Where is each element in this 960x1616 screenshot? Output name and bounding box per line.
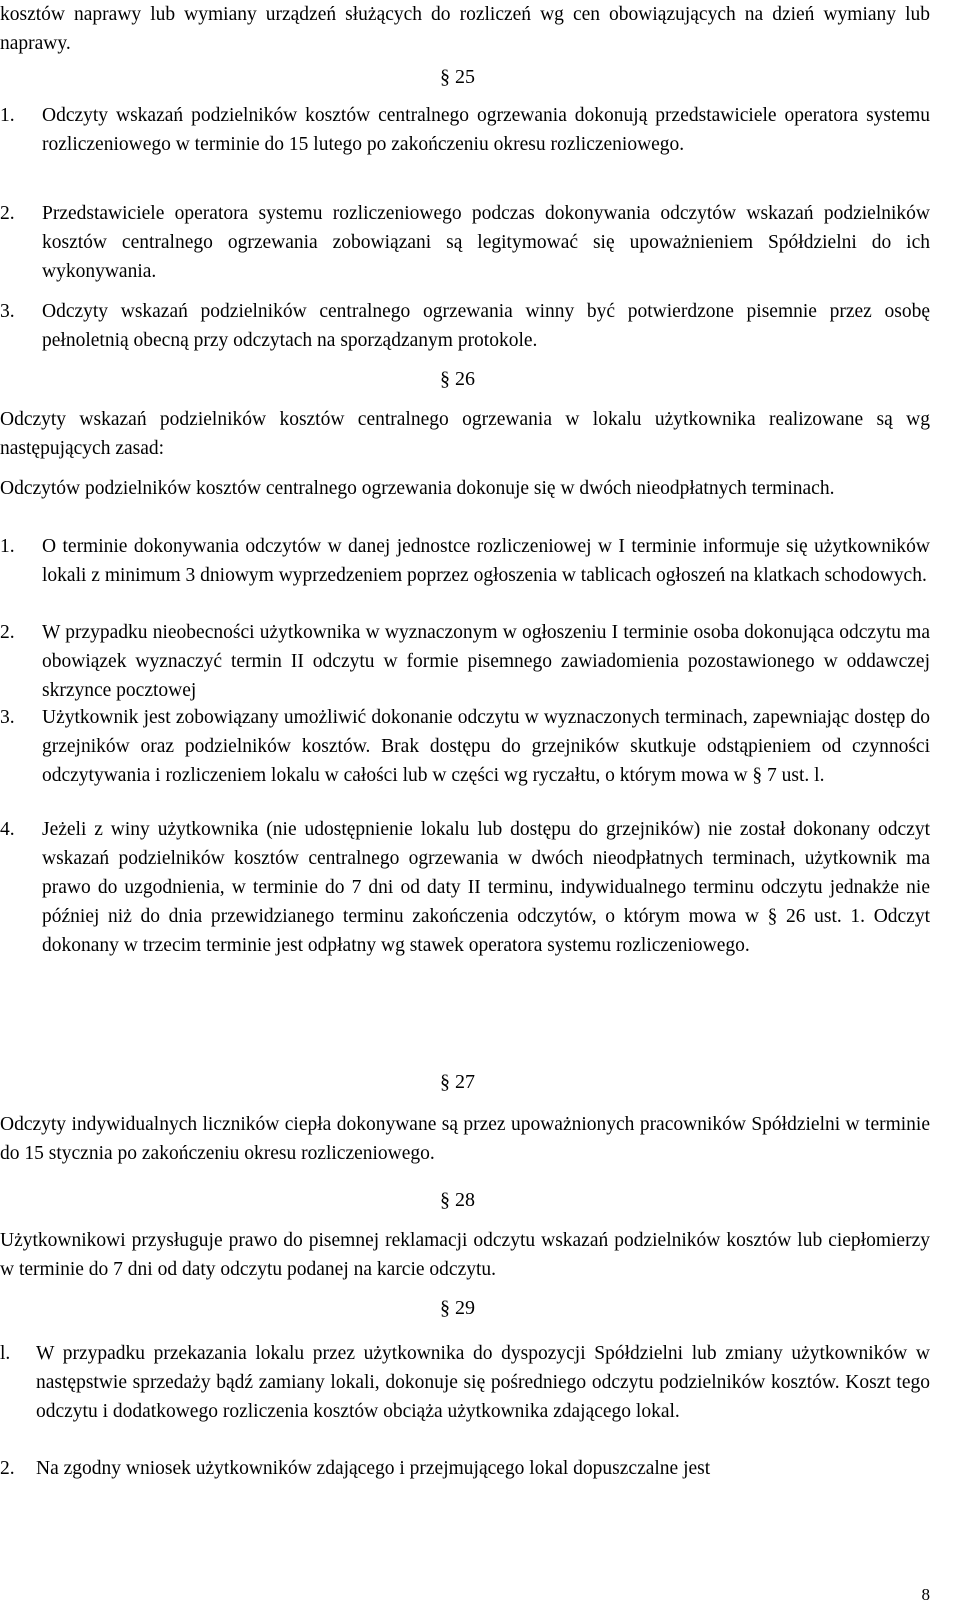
item-text: Odczyty wskazań podzielników centralnego ogrzewania winny być potwierdzone pisemnie przez osobę pełnoletnią obecną przy odczytach na sporządzanym protokole.: [42, 301, 930, 351]
page-number: 8: [921, 1585, 930, 1604]
section-paragraph: Użytkownikowi przysługuje prawo do pisemnej reklamacji odczytu wskazań podzielników kosztów lub ciepłomierzy w terminie do 7 dni od daty odczytu podanej na karcie odczytu.: [0, 1230, 930, 1280]
item-number: 1.: [0, 536, 15, 557]
list-item: [0, 618, 930, 705]
list-item: [0, 101, 930, 159]
section-paragraph: Odczytów podzielników kosztów centralnego ogrzewania dokonuje się w dwóch nieodpłatnych terminach.: [0, 478, 835, 499]
item-number: 2.: [0, 622, 15, 643]
item-text: Jeżeli z winy użytkownika (nie udostępnienie lokalu lub dostępu do grzejników) nie został dokonany odczyt wskazań podzielników kosztów centralnego ogrzewania w dwóch nieodpłatnych terminach, użytkownik ma prawo do uzgodnienia, w terminie do 7 dni od daty II terminu, indywidualnego terminu odczytu jednakże nie później niż do dnia przewidzianego terminu zakończenia odczytów, o którym mowa w § 26 ust. 1. Odczyt dokonany w trzecim terminie jest odpłatny wg stawek operatora systemu rozliczeniowego.: [42, 819, 930, 956]
list-item: [0, 1454, 930, 1483]
item-number: 2.: [0, 1458, 15, 1479]
list-item: [0, 532, 930, 590]
item-text: Odczyty wskazań podzielników kosztów centralnego ogrzewania dokonują przedstawiciele operatora systemu rozliczeniowego w terminie do 15 lutego po zakończeniu okresu rozliczeniowego.: [42, 105, 930, 155]
list-item: [0, 815, 930, 960]
item-text: Na zgodny wniosek użytkowników zdającego i przejmującego lokal dopuszczalne jest: [36, 1458, 711, 1479]
item-text: Użytkownik jest zobowiązany umożliwić dokonanie odczytu w wyznaczonych terminach, zapewniając dostęp do grzejników oraz podzielników kosztów. Brak dostępu do grzejników skutkuje odstąpieniem od czynności odczytywania i rozliczeniem lokalu w całości lub w części wg ryczałtu, o którym mowa w § 7 ust. l.: [42, 707, 930, 786]
list-item: [0, 199, 930, 286]
list-item: [0, 1339, 930, 1426]
section-heading-27: § 27: [440, 1071, 475, 1093]
section-heading-29: § 29: [440, 1297, 475, 1319]
item-number: l.: [0, 1343, 11, 1364]
item-number: 2.: [0, 203, 15, 224]
item-text: W przypadku nieobecności użytkownika w wyznaczonym w ogłoszeniu I terminie osoba dokonująca odczytu ma obowiązek wyznaczyć termin II odczytu w formie pisemnego zawiadomienia pozostawionego w oddawczej skrzynce pocztowej: [42, 622, 930, 701]
section-paragraph: Odczyty wskazań podzielników kosztów centralnego ogrzewania w lokalu użytkownika realizowane są wg następujących zasad:: [0, 409, 930, 459]
item-number: 3.: [0, 301, 15, 322]
section-heading-28: § 28: [440, 1189, 475, 1211]
section-heading-26: § 26: [440, 368, 475, 390]
section-paragraph: Odczyty indywidualnych liczników ciepła dokonywane są przez upoważnionych pracowników Spółdzielni w terminie do 15 stycznia po zakończeniu okresu rozliczeniowego.: [0, 1114, 930, 1164]
list-item: [0, 703, 930, 790]
item-number: 4.: [0, 819, 15, 840]
intro-paragraph: kosztów naprawy lub wymiany urządzeń służących do rozliczeń wg cen obowiązujących na dzień wymiany lub naprawy.: [0, 4, 930, 54]
item-text: O terminie dokonywania odczytów w danej jednostce rozliczeniowej w I terminie informuje się użytkowników lokali z minimum 3 dniowym wyprzedzeniem poprzez ogłoszenia w tablicach ogłoszeń na klatkach schodowych.: [42, 536, 930, 586]
item-text: W przypadku przekazania lokalu przez użytkownika do dyspozycji Spółdzielni lub zmiany użytkowników w następstwie sprzedaży bądź zamiany lokali, dokonuje się pośredniego odczytu podzielników kosztów. Koszt tego odczytu i dodatkowego rozliczenia kosztów obciąża użytkownika zdającego lokal.: [36, 1343, 930, 1422]
list-item: [0, 297, 930, 355]
item-number: 1.: [0, 105, 15, 126]
section-heading-25: § 25: [440, 66, 475, 88]
item-text: Przedstawiciele operatora systemu rozliczeniowego podczas dokonywania odczytów wskazań podzielników kosztów centralnego ogrzewania zobowiązani są legitymować się upoważnieniem Spółdzielni do ich wykonywania.: [42, 203, 930, 282]
item-number: 3.: [0, 707, 15, 728]
